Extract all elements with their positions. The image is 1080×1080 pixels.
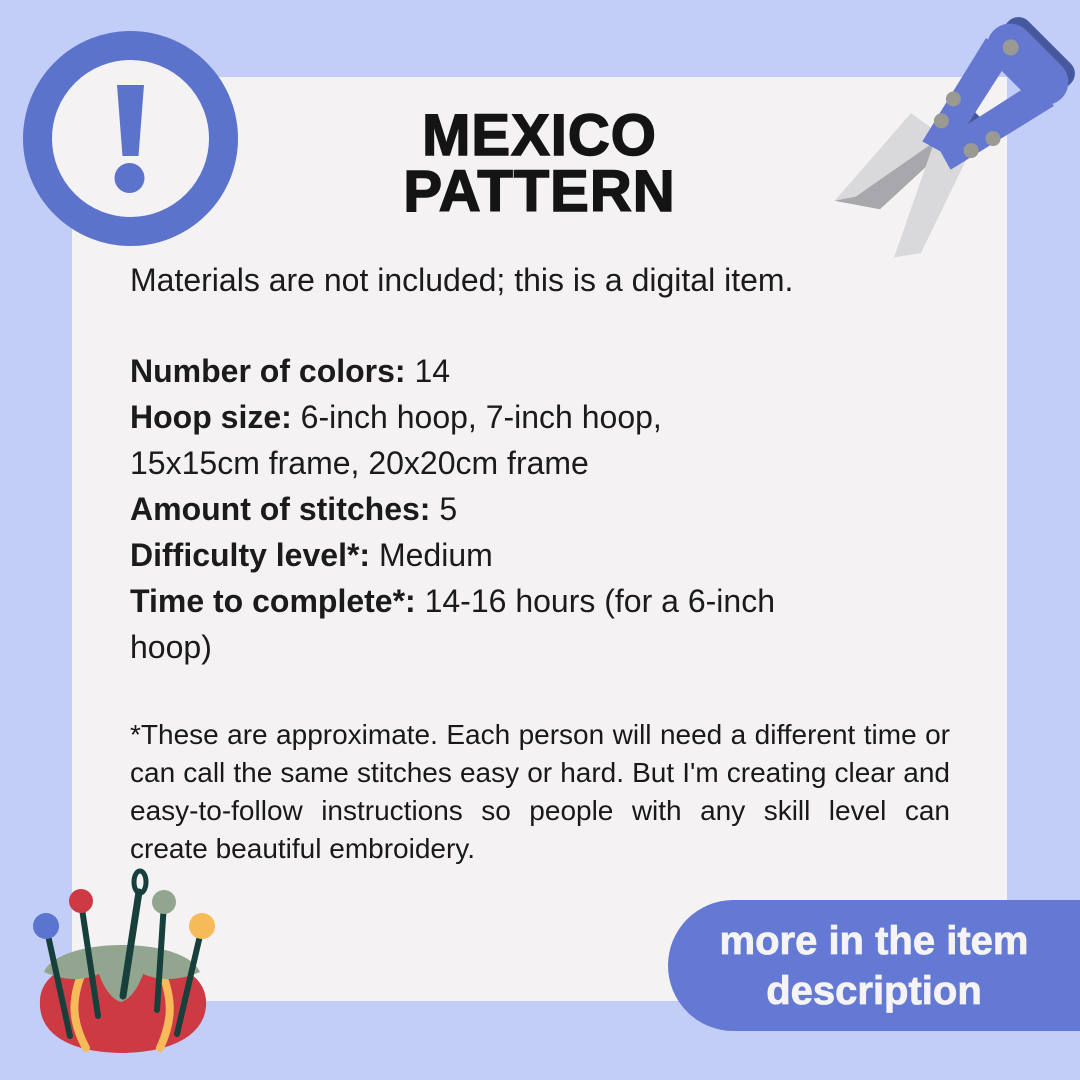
page-title-line2: PATTERN <box>403 159 676 224</box>
footnote-text: *These are approximate. Each person will need a different time or can call the same stitches easy or hard. But I'm creating clear and easy-to-follow instructions so people with any skill level can create beautiful embroidery. <box>130 719 950 864</box>
detail-line: Amount of stitches: 5 <box>130 491 458 527</box>
page-title-line1: MEXICO <box>422 103 657 168</box>
detail-line: Number of colors: 14 <box>130 353 451 389</box>
intro-text: Materials are not included; this is a digital item. <box>130 262 794 298</box>
more-info-button[interactable] <box>668 900 1080 1031</box>
detail-line: Time to complete*: 14-16 hours (for a 6-inch <box>130 583 775 619</box>
page-title <box>72 103 1007 224</box>
detail-line: hoop) <box>130 629 212 665</box>
more-info-button-line1: more in the item <box>719 918 1029 963</box>
more-info-button-line2: description <box>766 968 982 1013</box>
pincushion-icon <box>20 860 240 1075</box>
details-list <box>130 348 920 670</box>
detail-line: 15x15cm frame, 20x20cm frame <box>130 445 589 481</box>
detail-line: Difficulty level*: Medium <box>130 537 493 573</box>
detail-line: Hoop size: 6-inch hoop, 7-inch hoop, <box>130 399 662 435</box>
